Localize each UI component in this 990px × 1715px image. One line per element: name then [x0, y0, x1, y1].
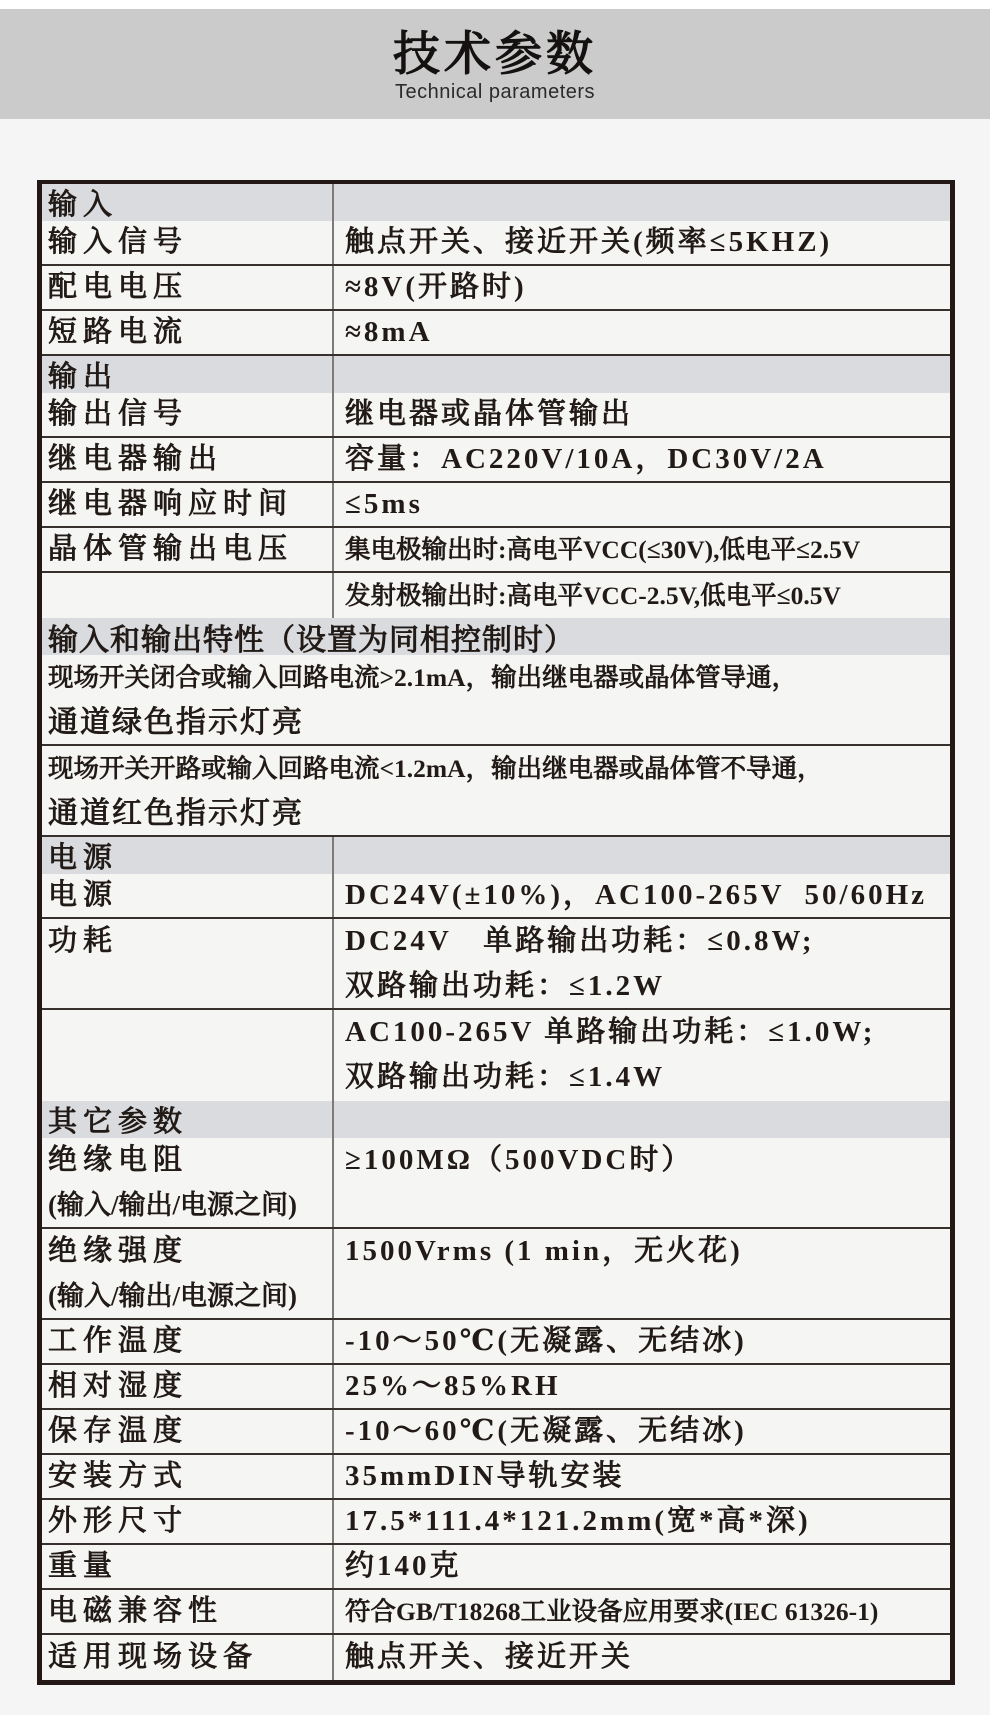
spec-value: -10～50℃(无凝露、无结冰): [345, 1325, 747, 1357]
spec-value: 发射极输出时:高电平VCC-2.5V,低电平≤0.5V: [345, 581, 841, 610]
spec-label: 安装方式: [48, 1460, 189, 1492]
table-row: [42, 266, 950, 311]
spec-value: 触点开关、接近开关(频率≤5KHZ): [345, 226, 833, 258]
spec-value: 容量：AC220V/10A，DC30V/2A: [345, 443, 827, 475]
table-row: [42, 874, 950, 919]
spec-note-row: [42, 655, 950, 746]
spec-value-cell: [332, 573, 950, 618]
section-label: 输出: [48, 361, 119, 393]
spec-label-cell: [42, 1635, 332, 1680]
spec-label-cell: [42, 1320, 332, 1363]
section-empty-cell: [332, 837, 950, 874]
spec-label: 功耗: [48, 925, 119, 957]
table-row: [42, 1010, 950, 1101]
spec-label-cell: [42, 483, 332, 526]
table-row: [42, 1229, 950, 1320]
spec-value: 继电器或晶体管输出: [345, 398, 634, 430]
table-row: [42, 438, 950, 483]
spec-value: 触点开关、接近开关: [345, 1641, 634, 1673]
table-row: [42, 1635, 950, 1680]
spec-label: 继电器响应时间: [48, 488, 294, 520]
section-header-row: [42, 837, 950, 874]
spec-value-cell: [332, 1010, 950, 1101]
spec-value: -10～60℃(无凝露、无结冰): [345, 1415, 747, 1447]
spec-label: 继电器输出: [48, 443, 224, 475]
spec-label-cell: [42, 266, 332, 309]
spec-note-text: 通道绿色指示灯亮: [48, 706, 304, 739]
spec-label-cell: [42, 1138, 332, 1227]
spec-value: 符合GB/T18268工业设备应用要求(IEC 61326-1): [345, 1597, 879, 1626]
table-row: [42, 1590, 950, 1635]
spec-value-cell: [332, 1500, 950, 1543]
spec-label: 配电电压: [48, 271, 189, 303]
table-row: [42, 1500, 950, 1545]
spec-value-cell: [332, 528, 950, 571]
spec-value-cell: [332, 393, 950, 436]
title-band: [0, 9, 990, 119]
spec-label: 重量: [48, 1550, 119, 1582]
spec-note-cell: [42, 655, 950, 744]
spec-value-cell: [332, 438, 950, 481]
spec-label: 工作温度: [48, 1325, 189, 1357]
table-row: [42, 573, 950, 618]
spec-label: 保存温度: [48, 1415, 189, 1447]
spec-value-cell: [332, 311, 950, 354]
spec-value: ≈8mA: [345, 316, 433, 348]
page-subtitle: Technical parameters: [394, 81, 596, 104]
spec-value-cell: [332, 874, 950, 917]
spec-value-cell: [332, 1545, 950, 1588]
table-row: [42, 393, 950, 438]
spec-value-cell: [332, 1320, 950, 1363]
spec-label: 电磁兼容性: [48, 1595, 224, 1627]
spec-value-cell: [332, 483, 950, 526]
top-strip: [0, 0, 990, 9]
spec-label-cell: [42, 221, 332, 264]
spec-label-cell: [42, 1229, 332, 1318]
section-label: 输入: [48, 189, 119, 221]
spec-label: 电源: [48, 879, 119, 911]
spec-value: 1500Vrms (1 min，无火花): [345, 1235, 743, 1267]
spec-label-cell: [42, 528, 332, 571]
table-row: [42, 483, 950, 528]
spec-label-cell: [42, 1365, 332, 1408]
spec-label: 相对湿度: [48, 1370, 189, 1402]
spec-label-cell: [42, 573, 332, 618]
spec-label-cell: [42, 1545, 332, 1588]
spec-label-cell: [42, 874, 332, 917]
section-header-row: [42, 184, 950, 221]
section-label-cell: [42, 184, 332, 221]
spec-value: ≥100MΩ（500VDC时）: [345, 1144, 694, 1176]
table-row: [42, 1455, 950, 1500]
spec-value: 17.5*111.4*121.2mm(宽*高*深): [345, 1505, 811, 1537]
spec-label-cell: [42, 438, 332, 481]
spec-value: ≤5ms: [345, 488, 423, 520]
table-row: [42, 919, 950, 1010]
section-header-row: [42, 356, 950, 393]
spec-value-cell: [332, 1590, 950, 1633]
spec-note-text: 现场开关开路或输入回路电流<1.2mA，输出继电器或晶体管不导通，: [48, 754, 823, 783]
table-row: [42, 528, 950, 573]
spec-label-cell: [42, 1410, 332, 1453]
spec-value-cell: [332, 1410, 950, 1453]
section-label-cell: [42, 837, 332, 874]
spec-note-cell: [42, 746, 950, 835]
spec-label-cell: [42, 311, 332, 354]
spec-label-cell: [42, 919, 332, 1008]
spec-note-text: 通道红色指示灯亮: [48, 797, 304, 830]
spec-value-cell: [332, 1635, 950, 1680]
spec-note-row: [42, 746, 950, 837]
spec-label: 绝缘电阻: [48, 1144, 189, 1176]
spec-label: (输入/输出/电源之间): [48, 1190, 297, 1220]
spec-value-cell: [332, 221, 950, 264]
section-label-cell: [42, 1101, 332, 1138]
spec-value-cell: [332, 919, 950, 1008]
page-title: 技术参数: [393, 27, 597, 80]
section-label-cell: [42, 356, 332, 393]
spec-value: AC100-265V 单路输出功耗：≤1.0W;: [345, 1016, 876, 1048]
table-row: [42, 1410, 950, 1455]
spec-label-cell: [42, 1010, 332, 1101]
spec-value-cell: [332, 1229, 950, 1318]
spec-value: ≈8V(开路时): [345, 271, 527, 303]
spec-label: 外形尺寸: [48, 1505, 189, 1537]
spec-label-cell: [42, 393, 332, 436]
section-header-row: [42, 618, 950, 655]
spec-label: (输入/输出/电源之间): [48, 1281, 297, 1311]
section-empty-cell: [332, 356, 950, 393]
spec-value: DC24V(±10%)，AC100-265V 50/60Hz: [345, 879, 928, 911]
section-label-cell: [42, 618, 950, 655]
spec-value: 双路输出功耗：≤1.2W: [345, 970, 666, 1002]
spec-label: 晶体管输出电压: [48, 533, 294, 565]
table-row: [42, 1545, 950, 1590]
section-label: 电源: [48, 842, 119, 874]
section-header-row: [42, 1101, 950, 1138]
table-row: [42, 311, 950, 356]
spec-value: 35mmDIN导轨安装: [345, 1460, 625, 1492]
table-row: [42, 1320, 950, 1365]
spec-label: 短路电流: [48, 316, 189, 348]
spec-label: 输入信号: [48, 226, 189, 258]
table-row: [42, 1138, 950, 1229]
spec-note-text: 现场开关闭合或输入回路电流>2.1mA，输出继电器或晶体管导通，: [48, 663, 798, 692]
spec-table: [37, 180, 955, 1685]
spec-label-cell: [42, 1455, 332, 1498]
section-empty-cell: [332, 1101, 950, 1138]
spec-label-cell: [42, 1500, 332, 1543]
spec-value: 25%～85%RH: [345, 1370, 561, 1402]
section-label: 其它参数: [48, 1106, 189, 1138]
spec-value-cell: [332, 266, 950, 309]
spec-value: 集电极输出时:高电平VCC(≤30V),低电平≤2.5V: [345, 535, 861, 564]
spec-label: 适用现场设备: [48, 1641, 259, 1673]
spec-label: 输出信号: [48, 398, 189, 430]
spec-value: 双路输出功耗：≤1.4W: [345, 1061, 666, 1093]
table-row: [42, 221, 950, 266]
table-row: [42, 1365, 950, 1410]
spec-value-cell: [332, 1138, 950, 1227]
spec-label-cell: [42, 1590, 332, 1633]
spec-value: DC24V 单路输出功耗：≤0.8W;: [345, 925, 815, 957]
spec-value-cell: [332, 1365, 950, 1408]
spec-value-cell: [332, 1455, 950, 1498]
spec-value: 约140克: [345, 1550, 462, 1582]
spec-label: 绝缘强度: [48, 1235, 189, 1267]
section-empty-cell: [332, 184, 950, 221]
section-label: 输入和输出特性（设置为同相控制时）: [48, 623, 575, 655]
